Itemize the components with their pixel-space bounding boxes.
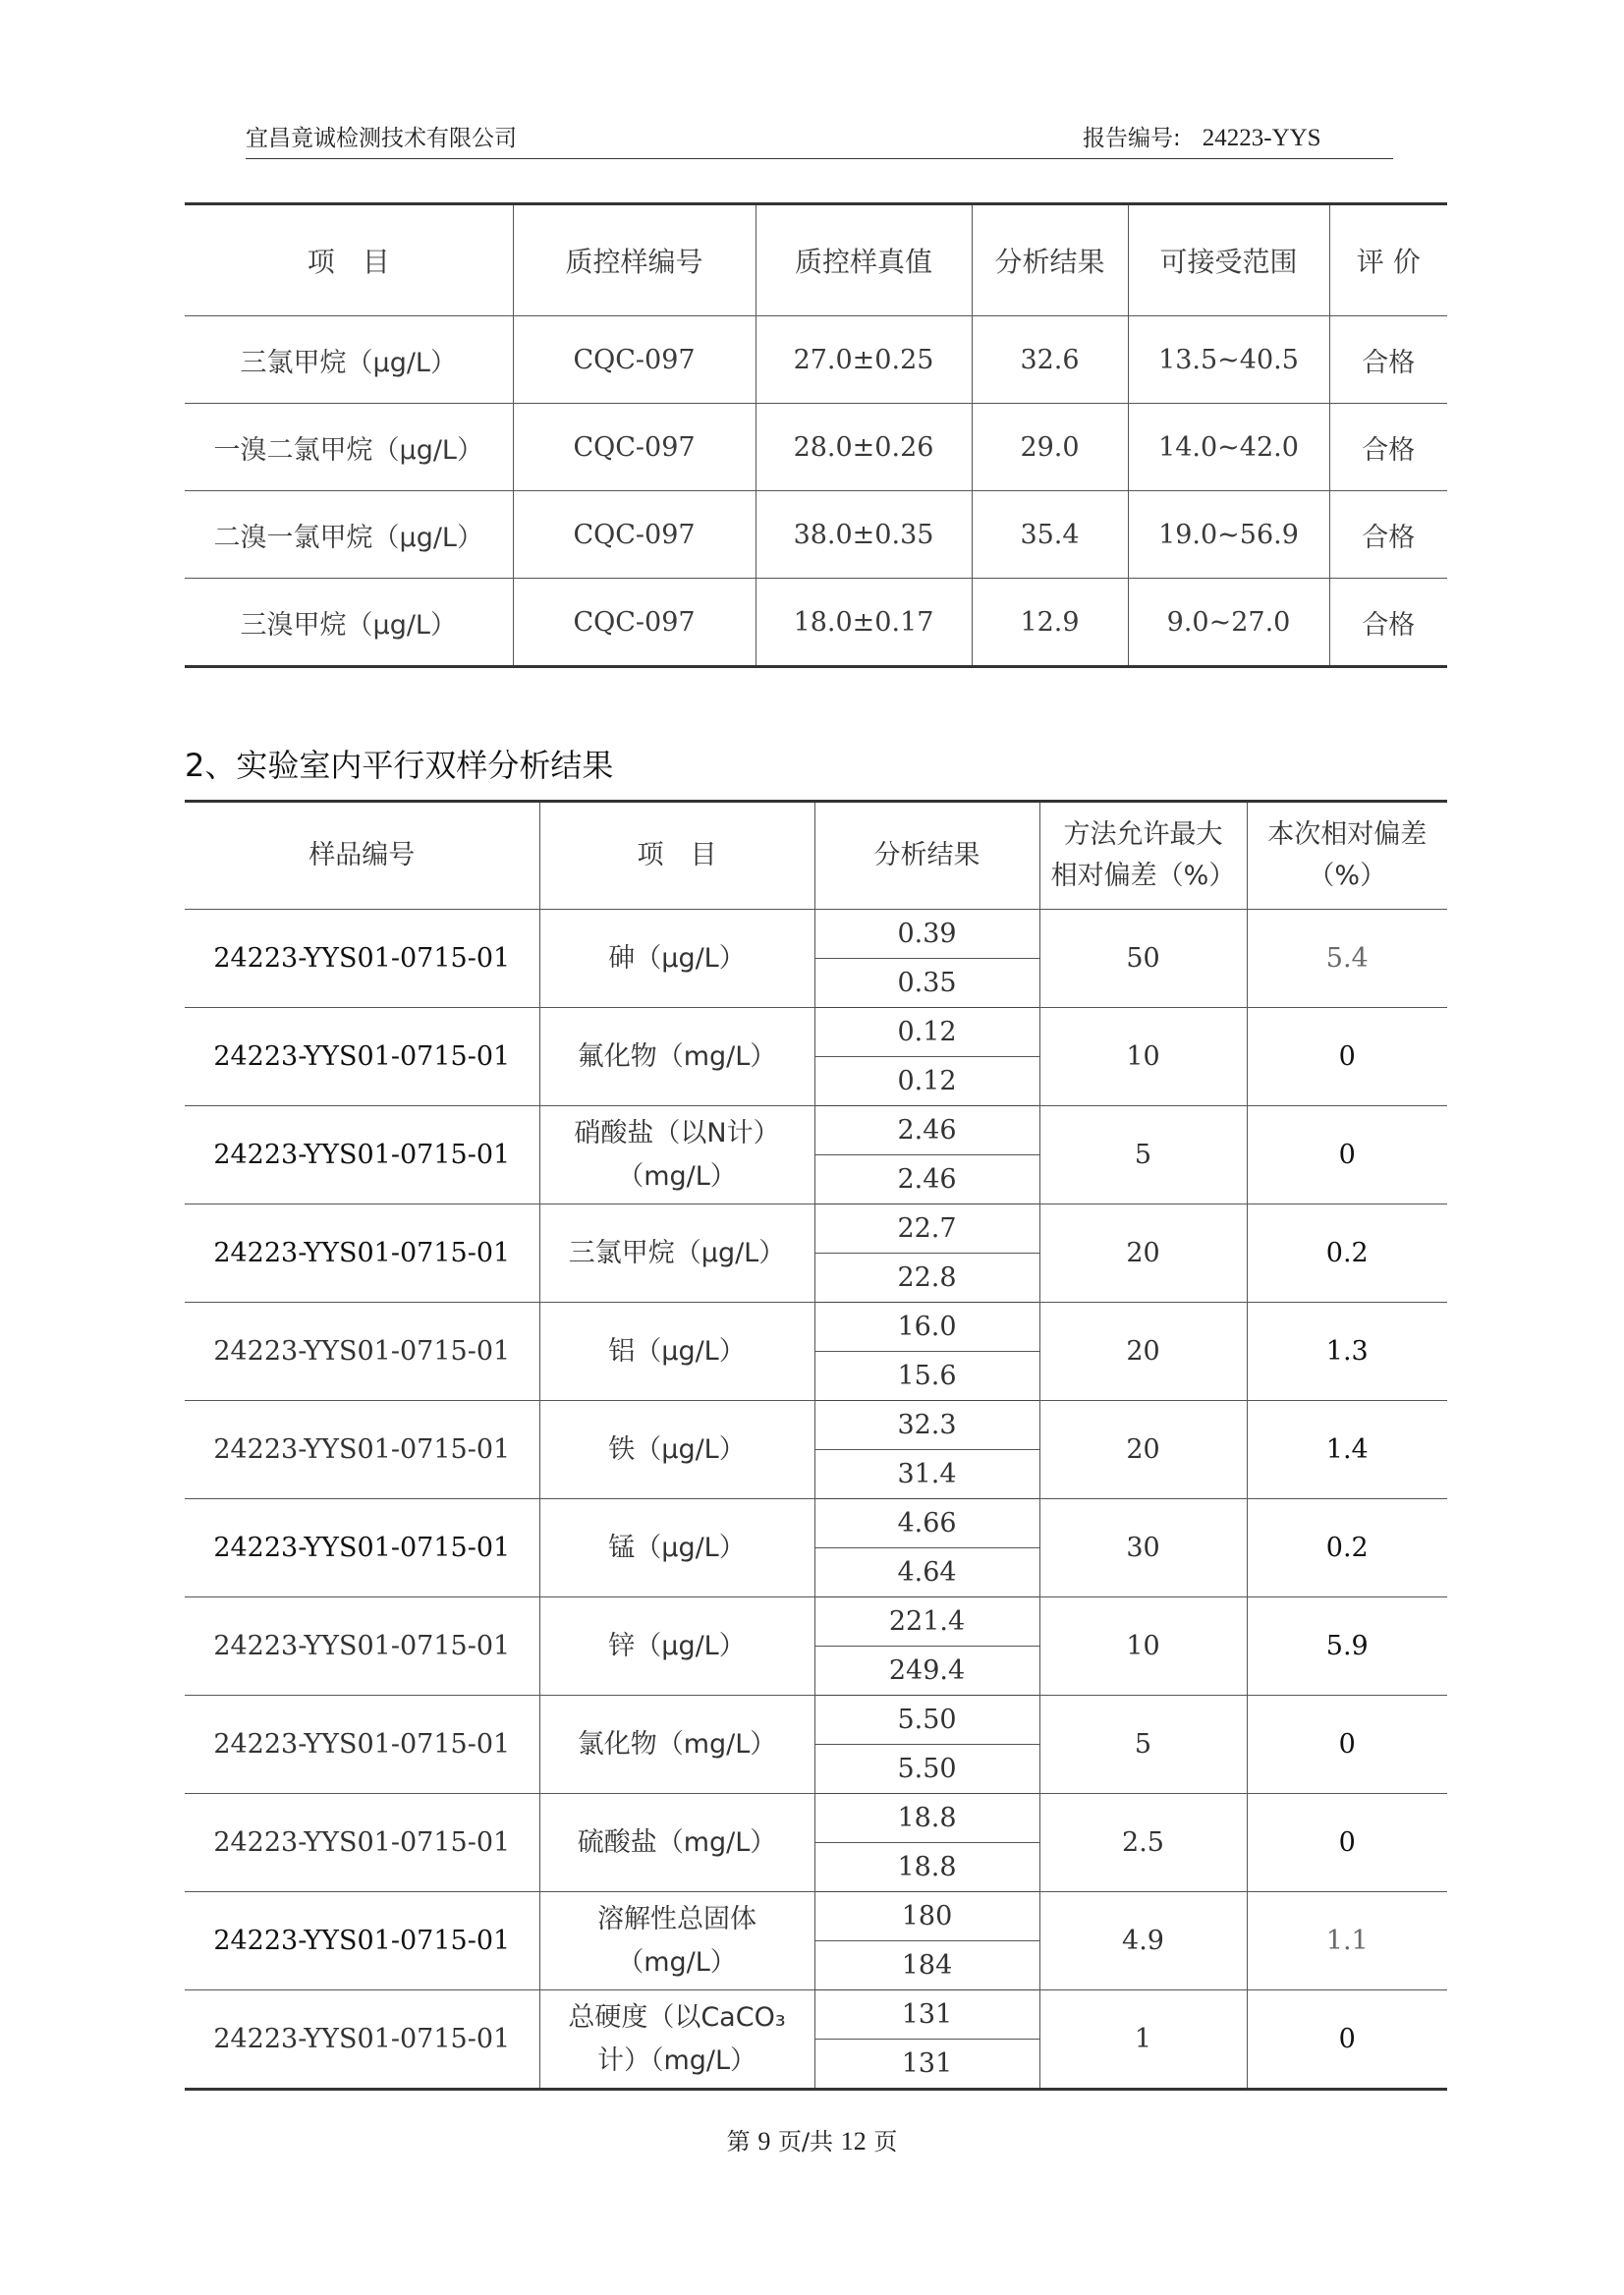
parallel-cell-item: 总硬度（以CaCO₃ 计）（mg/L） — [539, 1990, 814, 2090]
parallel-cell-this-deviation: 0 — [1247, 1106, 1447, 1204]
qc-header-true-value: 质控样真值 — [756, 204, 972, 316]
parallel-cell-item: 铁（μg/L） — [539, 1401, 814, 1499]
table-row — [185, 1794, 1447, 1843]
table-row — [185, 1401, 1447, 1450]
qc-cell-result: 29.0 — [972, 404, 1128, 491]
qc-cell-item: 二溴一氯甲烷（μg/L） — [185, 491, 513, 579]
parallel-cell-this-deviation: 5.9 — [1247, 1597, 1447, 1696]
qc-cell-true-value: 18.0±0.17 — [756, 579, 972, 667]
qc-cell-true-value: 28.0±0.26 — [756, 404, 972, 491]
parallel-cell-result: 5.50 — [814, 1696, 1039, 1745]
table-row — [185, 910, 1447, 959]
parallel-cell-max-deviation: 50 — [1039, 910, 1247, 1008]
parallel-cell-item: 溶解性总固体 （mg/L） — [539, 1892, 814, 1990]
parallel-header-this-deviation: 本次相对偏差 （%） — [1247, 802, 1447, 910]
parallel-cell-max-deviation: 20 — [1039, 1303, 1247, 1401]
parallel-cell-result: 22.8 — [814, 1254, 1039, 1303]
report-number-block — [1083, 120, 1321, 152]
parallel-cell-max-deviation: 2.5 — [1039, 1794, 1247, 1892]
parallel-cell-result: 22.7 — [814, 1204, 1039, 1254]
qc-cell-code: CQC-097 — [513, 579, 756, 667]
qc-cell-eval: 合格 — [1329, 579, 1447, 667]
parallel-cell-result: 2.46 — [814, 1155, 1039, 1204]
parallel-cell-result: 0.39 — [814, 910, 1039, 959]
parallel-cell-this-deviation: 0 — [1247, 1696, 1447, 1794]
parallel-cell-result: 4.64 — [814, 1548, 1039, 1597]
parallel-header-result: 分析结果 — [814, 802, 1039, 910]
table-row — [185, 316, 1447, 404]
table-row — [185, 404, 1447, 491]
parallel-cell-result: 4.66 — [814, 1499, 1039, 1548]
table-row — [185, 1106, 1447, 1155]
qc-cell-item: 三溴甲烷（μg/L） — [185, 579, 513, 667]
parallel-cell-result: 131 — [814, 1990, 1039, 2040]
qc-header-code: 质控样编号 — [513, 204, 756, 316]
parallel-cell-result: 0.35 — [814, 959, 1039, 1008]
qc-header-item: 项 目 — [185, 204, 513, 316]
parallel-cell-item: 氯化物（mg/L） — [539, 1696, 814, 1794]
parallel-cell-result: 0.12 — [814, 1008, 1039, 1057]
parallel-cell-sample: 24223-YYS01-0715-01 — [185, 1401, 539, 1499]
parallel-cell-result: 18.8 — [814, 1794, 1039, 1843]
parallel-cell-max-deviation: 20 — [1039, 1204, 1247, 1303]
qc-cell-item: 三氯甲烷（μg/L） — [185, 316, 513, 404]
parallel-cell-this-deviation: 0 — [1247, 1008, 1447, 1106]
parallel-cell-result: 221.4 — [814, 1597, 1039, 1647]
parallel-cell-sample: 24223-YYS01-0715-01 — [185, 1794, 539, 1892]
parallel-cell-sample: 24223-YYS01-0715-01 — [185, 1892, 539, 1990]
parallel-cell-this-deviation: 0 — [1247, 1990, 1447, 2090]
parallel-cell-sample: 24223-YYS01-0715-01 — [185, 1597, 539, 1696]
qc-cell-true-value: 27.0±0.25 — [756, 316, 972, 404]
parallel-header-sample: 样品编号 — [185, 802, 539, 910]
table-row — [185, 1303, 1447, 1352]
parallel-cell-result: 184 — [814, 1941, 1039, 1990]
parallel-cell-sample: 24223-YYS01-0715-01 — [185, 1499, 539, 1597]
parallel-cell-sample: 24223-YYS01-0715-01 — [185, 1204, 539, 1303]
parallel-cell-this-deviation: 0.2 — [1247, 1499, 1447, 1597]
qc-header-range: 可接受范围 — [1128, 204, 1329, 316]
page-current: 9 — [757, 2127, 771, 2155]
qc-header-result: 分析结果 — [972, 204, 1128, 316]
parallel-cell-max-deviation: 10 — [1039, 1008, 1247, 1106]
parallel-header-item: 项 目 — [539, 802, 814, 910]
parallel-cell-this-deviation: 1.3 — [1247, 1303, 1447, 1401]
parallel-cell-result: 15.6 — [814, 1352, 1039, 1401]
table-row — [185, 1008, 1447, 1057]
parallel-cell-max-deviation: 5 — [1039, 1696, 1247, 1794]
parallel-header-max-deviation: 方法允许最大 相对偏差（%） — [1039, 802, 1247, 910]
qc-cell-result: 12.9 — [972, 579, 1128, 667]
qc-cell-range: 13.5~40.5 — [1128, 316, 1329, 404]
parallel-cell-result: 16.0 — [814, 1303, 1039, 1352]
table-row — [185, 1990, 1447, 2040]
page-footer: 第 9 页/共 12 页 — [726, 2127, 898, 2155]
parallel-cell-result: 32.3 — [814, 1401, 1039, 1450]
page-total: 12 — [840, 2127, 867, 2155]
table-row — [185, 579, 1447, 667]
qc-cell-result: 35.4 — [972, 491, 1128, 579]
header-rule — [246, 158, 1393, 159]
table-row — [185, 1204, 1447, 1254]
parallel-cell-sample: 24223-YYS01-0715-01 — [185, 1990, 539, 2090]
parallel-cell-max-deviation: 5 — [1039, 1106, 1247, 1204]
parallel-cell-max-deviation: 30 — [1039, 1499, 1247, 1597]
qc-cell-range: 19.0~56.9 — [1128, 491, 1329, 579]
parallel-cell-result: 131 — [814, 2040, 1039, 2090]
parallel-cell-item: 铝（μg/L） — [539, 1303, 814, 1401]
table-row — [185, 1696, 1447, 1745]
parallel-cell-this-deviation: 1.1 — [1247, 1892, 1447, 1990]
qc-header-eval: 评 价 — [1329, 204, 1447, 316]
qc-cell-range: 14.0~42.0 — [1128, 404, 1329, 491]
qc-cell-eval: 合格 — [1329, 316, 1447, 404]
parallel-cell-item: 砷（μg/L） — [539, 910, 814, 1008]
parallel-cell-result: 180 — [814, 1892, 1039, 1941]
parallel-cell-item: 三氯甲烷（μg/L） — [539, 1204, 814, 1303]
parallel-cell-this-deviation: 5.4 — [1247, 910, 1447, 1008]
report-number: 24223-YYS — [1202, 125, 1321, 151]
parallel-cell-result: 31.4 — [814, 1450, 1039, 1499]
report-number-label: 报告编号: — [1083, 126, 1181, 151]
qc-cell-eval: 合格 — [1329, 491, 1447, 579]
parallel-cell-item: 锌（μg/L） — [539, 1597, 814, 1696]
parallel-sample-table — [185, 800, 1447, 2091]
section-2-title: 2、实验室内平行双样分析结果 — [185, 747, 614, 784]
parallel-cell-item: 硫酸盐（mg/L） — [539, 1794, 814, 1892]
parallel-cell-sample: 24223-YYS01-0715-01 — [185, 1696, 539, 1794]
table-row — [185, 1892, 1447, 1941]
parallel-table-header — [185, 802, 1447, 910]
parallel-cell-result: 5.50 — [814, 1745, 1039, 1794]
qc-cell-result: 32.6 — [972, 316, 1128, 404]
parallel-cell-max-deviation: 10 — [1039, 1597, 1247, 1696]
parallel-cell-sample: 24223-YYS01-0715-01 — [185, 1303, 539, 1401]
qc-sample-table — [185, 202, 1447, 668]
parallel-cell-this-deviation: 0 — [1247, 1794, 1447, 1892]
parallel-cell-result: 249.4 — [814, 1647, 1039, 1696]
parallel-cell-sample: 24223-YYS01-0715-01 — [185, 910, 539, 1008]
table-row — [185, 491, 1447, 579]
parallel-cell-item: 硝酸盐（以N计） （mg/L） — [539, 1106, 814, 1204]
parallel-cell-result: 0.12 — [814, 1057, 1039, 1106]
table-row — [185, 1597, 1447, 1647]
parallel-cell-sample: 24223-YYS01-0715-01 — [185, 1106, 539, 1204]
parallel-cell-sample: 24223-YYS01-0715-01 — [185, 1008, 539, 1106]
parallel-cell-item: 锰（μg/L） — [539, 1499, 814, 1597]
qc-cell-code: CQC-097 — [513, 491, 756, 579]
table-row — [185, 1499, 1447, 1548]
parallel-cell-result: 2.46 — [814, 1106, 1039, 1155]
parallel-cell-this-deviation: 1.4 — [1247, 1401, 1447, 1499]
qc-cell-code: CQC-097 — [513, 404, 756, 491]
company-name: 宜昌竟诚检测技术有限公司 — [246, 126, 517, 151]
qc-cell-range: 9.0~27.0 — [1128, 579, 1329, 667]
qc-cell-eval: 合格 — [1329, 404, 1447, 491]
qc-table-header — [185, 204, 1447, 316]
qc-cell-item: 一溴二氯甲烷（μg/L） — [185, 404, 513, 491]
parallel-cell-max-deviation: 4.9 — [1039, 1892, 1247, 1990]
qc-cell-true-value: 38.0±0.35 — [756, 491, 972, 579]
parallel-cell-max-deviation: 1 — [1039, 1990, 1247, 2090]
parallel-cell-max-deviation: 20 — [1039, 1401, 1247, 1499]
parallel-cell-this-deviation: 0.2 — [1247, 1204, 1447, 1303]
parallel-cell-item: 氟化物（mg/L） — [539, 1008, 814, 1106]
parallel-cell-result: 18.8 — [814, 1843, 1039, 1892]
page-header — [246, 116, 1393, 155]
qc-cell-code: CQC-097 — [513, 316, 756, 404]
